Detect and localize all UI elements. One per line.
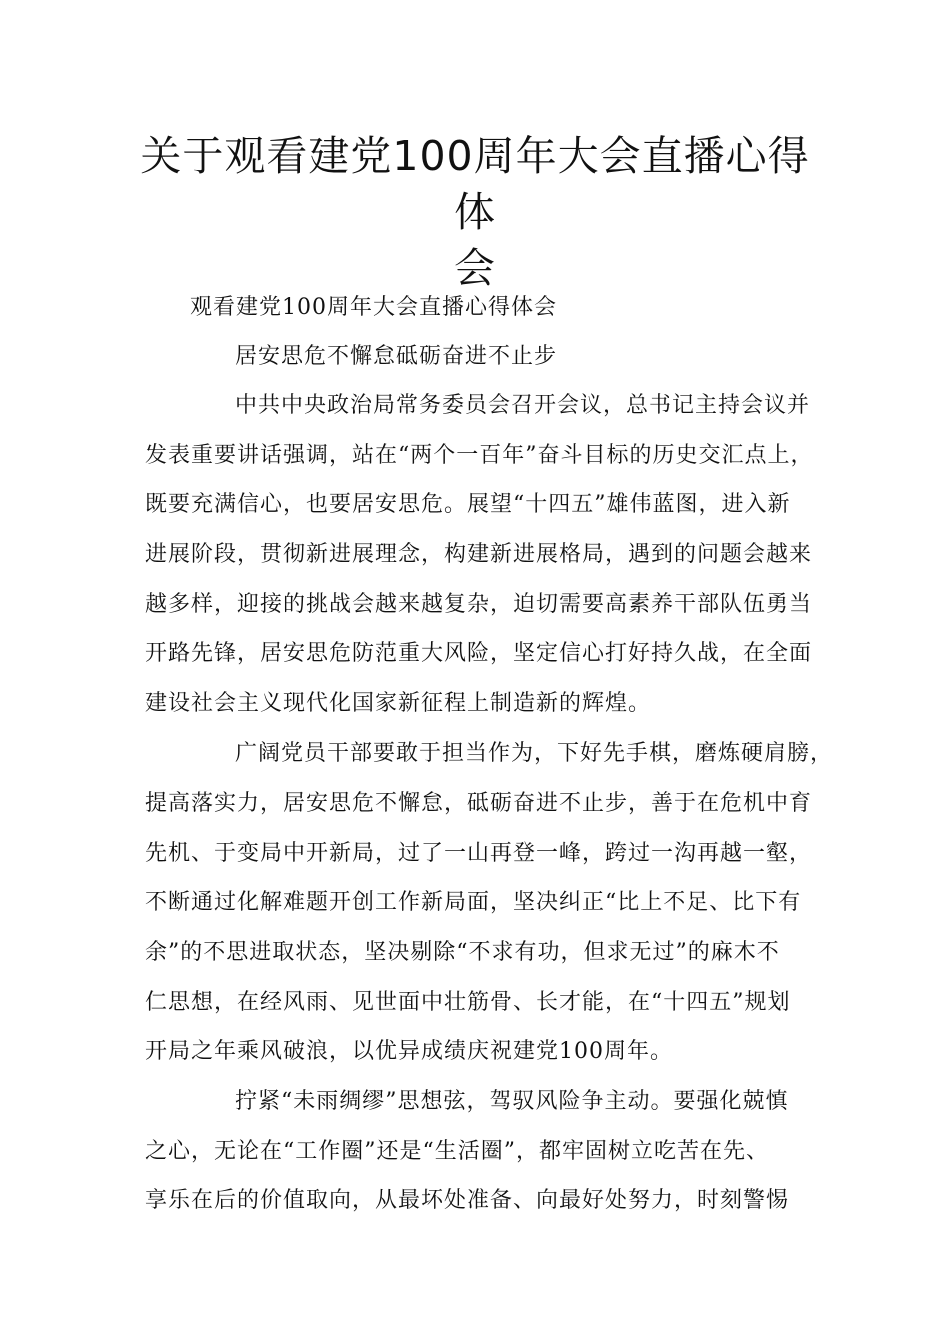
paragraph-1-line: 建设社会主义现代化国家新征程上制造新的辉煌。 bbox=[145, 691, 652, 716]
paragraph-1-line: 中共中央政治局常务委员会召开会议，总书记主持会议并 bbox=[235, 393, 811, 418]
title-line-2: 会 bbox=[454, 244, 496, 292]
paragraph-2-line: 仁思想，在经风雨、见世面中壮筋骨、长才能，在“十四五”规划 bbox=[145, 990, 791, 1015]
paragraph-1-line: 既要充满信心，也要居安思危。展望“十四五”雄伟蓝图，进入新 bbox=[145, 492, 791, 517]
paragraph-1-line: 越多样，迎接的挑战会越来越复杂，迫切需要高素养干部队伍勇当 bbox=[145, 592, 813, 617]
paragraph-2-line: 广阔党员干部要敢于担当作为，下好先手棋，磨炼硬肩膀， bbox=[235, 741, 834, 766]
paragraph-3-line: 拧紧“未雨绸缪”思想弦，驾驭风险争主动。要强化兢慎 bbox=[235, 1089, 789, 1114]
paragraph-1-line: 开路先锋，居安思危防范重大风险，坚定信心打好持久战，在全面 bbox=[145, 641, 813, 666]
paragraph-2-line: 提高落实力，居安思危不懈怠，砥砺奋进不止步，善于在危机中育 bbox=[145, 791, 813, 816]
paragraph-2-line: 不断通过化解难题开创工作新局面，坚决纠正“比上不足、比下有 bbox=[145, 890, 802, 915]
paragraph-2-line: 开局之年乘风破浪，以优异成绩庆祝建党100周年。 bbox=[145, 1039, 673, 1064]
section-heading: 居安思危不懈怠砥砺奋进不止步 bbox=[235, 344, 558, 369]
paragraph-1-line: 进展阶段，贯彻新进展理念，构建新进展格局，遇到的问题会越来 bbox=[145, 542, 813, 567]
paragraph-3-line: 享乐在后的价值取向，从最坏处准备、向最好处努力，时刻警惕 bbox=[145, 1188, 790, 1213]
title-line-1: 关于观看建党100周年大会直播心得体 bbox=[140, 132, 810, 236]
paragraph-2-line: 余”的不思进取状态，坚决剔除“不求有功，但求无过”的麻木不 bbox=[145, 940, 780, 965]
subtitle: 观看建党100周年大会直播心得体会 bbox=[190, 295, 557, 320]
document-title bbox=[135, 128, 815, 296]
paragraph-2-line: 先机、于变局中开新局，过了一山再登一峰，跨过一沟再越一壑， bbox=[145, 841, 813, 866]
paragraph-3-line: 之心，无论在“工作圈”还是“生活圈”，都牢固树立吃苦在先、 bbox=[145, 1139, 769, 1164]
paragraph-1-line: 发表重要讲话强调，站在“两个一百年”奋斗目标的历史交汇点上， bbox=[145, 443, 814, 468]
